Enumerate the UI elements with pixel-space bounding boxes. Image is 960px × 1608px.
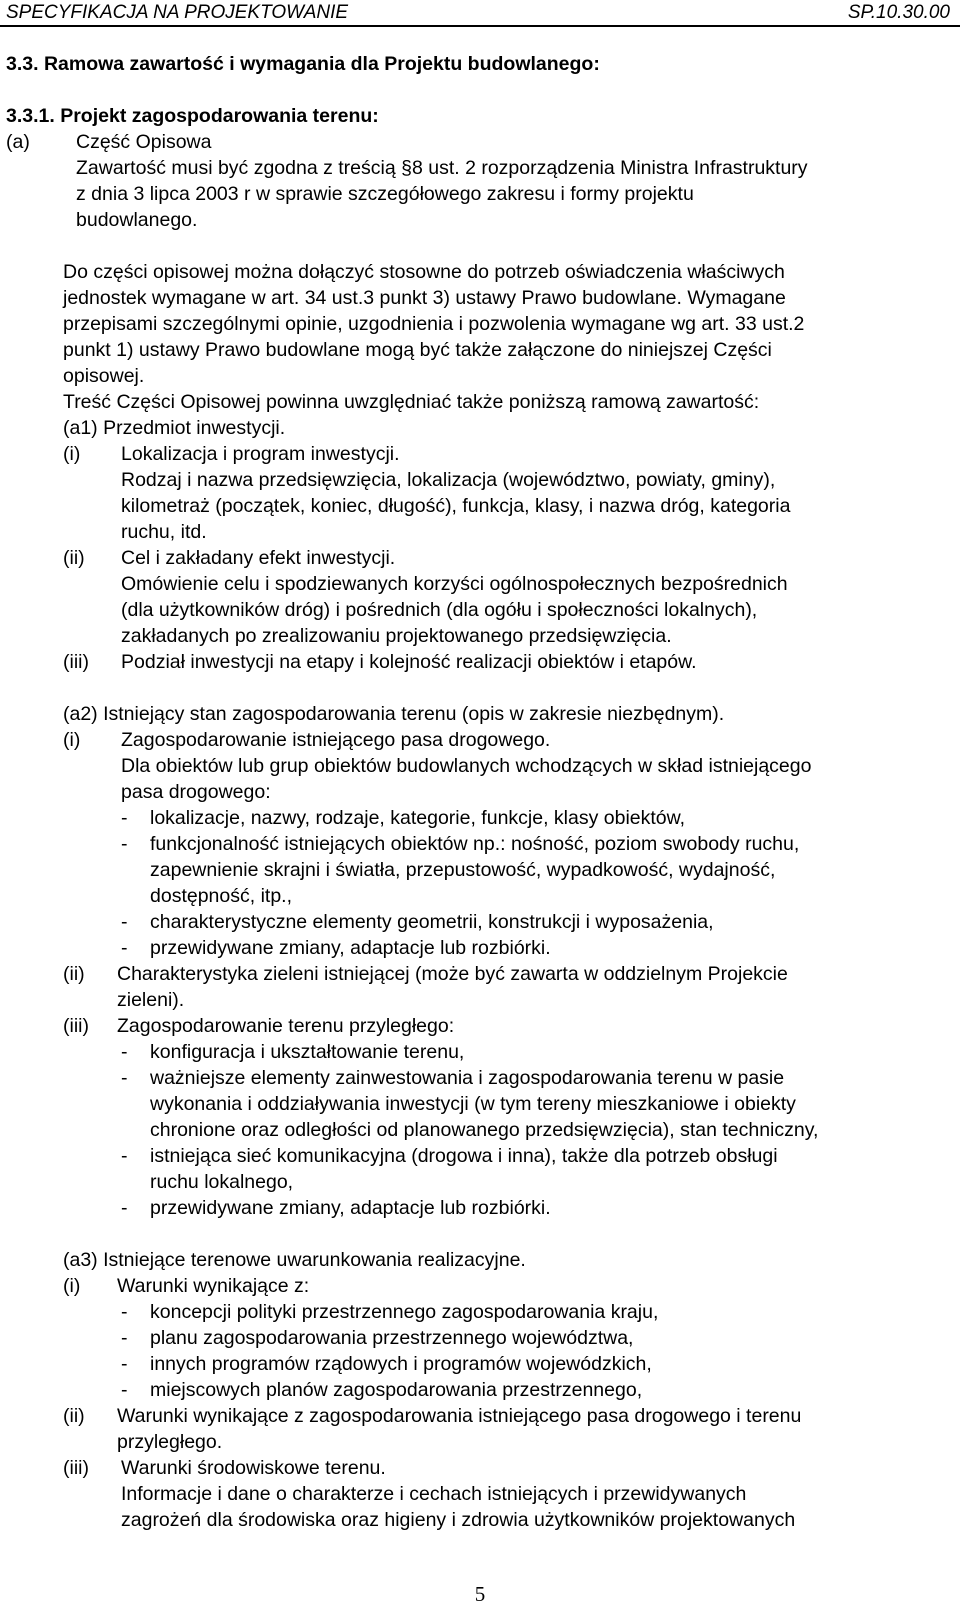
bullet-text: zapewnienie skrajni i światła, przepustowość, wypadkowość, wydajność, bbox=[150, 859, 776, 881]
bullet-dash: - bbox=[121, 1197, 128, 1219]
item-title: (a1) Przedmiot inwestycji. bbox=[63, 417, 286, 439]
header-code: SP.10.30.00 bbox=[847, 2, 950, 23]
bullet-dash: - bbox=[121, 1067, 128, 1089]
header-rule bbox=[0, 25, 960, 27]
item-marker: (iii) bbox=[63, 1457, 89, 1479]
text-line: Omówienie celu i spodziewanych korzyści ogólnospołecznych bezpośrednich bbox=[121, 573, 788, 595]
bullet-text: dostępność, itp., bbox=[150, 885, 293, 907]
text-line: Treść Części Opisowej powinna uwzględniać także poniższą ramową zawartość: bbox=[63, 391, 760, 413]
bullet-dash: - bbox=[121, 807, 128, 829]
bullet-text: charakterystyczne elementy geometrii, konstrukcji i wyposażenia, bbox=[150, 911, 714, 933]
bullet-dash: - bbox=[121, 1145, 128, 1167]
bullet-dash: - bbox=[121, 937, 128, 959]
item-title: (a3) Istniejące terenowe uwarunkowania realizacyjne. bbox=[63, 1249, 526, 1271]
text-line: opisowej. bbox=[63, 365, 145, 387]
text-line: Charakterystyka zieleni istniejącej (może być zawarta w oddzielnym Projekcie bbox=[117, 963, 788, 985]
text-line: kilometraż (początek, koniec, długość), funkcja, klasy, i nazwa dróg, kategoria bbox=[121, 495, 791, 517]
bullet-text: przewidywane zmiany, adaptacje lub rozbiórki. bbox=[150, 937, 551, 959]
text-line: (dla użytkowników dróg) i pośrednich (dla ogółu i społeczności lokalnych), bbox=[121, 599, 758, 621]
item-marker: (ii) bbox=[63, 963, 85, 985]
item-title: (a2) Istniejący stan zagospodarowania terenu (opis w zakresie niezbędnym). bbox=[63, 703, 725, 725]
part-marker: (a) bbox=[6, 131, 30, 153]
item-marker: (ii) bbox=[63, 547, 85, 569]
text-line: budowlanego. bbox=[76, 209, 198, 231]
bullet-dash: - bbox=[121, 1041, 128, 1063]
text-line: Rodzaj i nazwa przedsięwzięcia, lokalizacja (województwo, powiaty, gminy), bbox=[121, 469, 776, 491]
item-title: Warunki wynikające z: bbox=[117, 1275, 310, 1297]
section-heading: 3.3. Ramowa zawartość i wymagania dla Projektu budowlanego: bbox=[6, 53, 600, 75]
item-marker: (ii) bbox=[63, 1405, 85, 1427]
bullet-dash: - bbox=[121, 1301, 128, 1323]
bullet-dash: - bbox=[121, 833, 128, 855]
page-number: 5 bbox=[474, 1582, 486, 1606]
bullet-dash: - bbox=[121, 1379, 128, 1401]
item-marker: (i) bbox=[63, 729, 81, 751]
text-line: zieleni). bbox=[117, 989, 185, 1011]
bullet-dash: - bbox=[121, 1353, 128, 1375]
bullet-text: lokalizacje, nazwy, rodzaje, kategorie, funkcje, klasy obiektów, bbox=[150, 807, 686, 829]
item-title: Zagospodarowanie terenu przyległego: bbox=[117, 1015, 455, 1037]
item-marker: (i) bbox=[63, 1275, 81, 1297]
bullet-dash: - bbox=[121, 911, 128, 933]
bullet-text: innych programów rządowych i programów wojewódzkich, bbox=[150, 1353, 652, 1375]
item-marker: (iii) bbox=[63, 651, 89, 673]
bullet-dash: - bbox=[121, 1327, 128, 1349]
text-line: punkt 1) ustawy Prawo budowlane mogą być także załączone do niniejszej Części bbox=[63, 339, 772, 361]
bullet-text: ważniejsze elementy zainwestowania i zagospodarowania terenu w pasie bbox=[150, 1067, 785, 1089]
bullet-text: koncepcji polityki przestrzennego zagospodarowania kraju, bbox=[150, 1301, 659, 1323]
bullet-text: przewidywane zmiany, adaptacje lub rozbiórki. bbox=[150, 1197, 551, 1219]
header-title: SPECYFIKACJA NA PROJEKTOWANIE bbox=[6, 2, 349, 23]
item-marker: (i) bbox=[63, 443, 81, 465]
bullet-text: istniejąca sieć komunikacyjna (drogowa i inna), także dla potrzeb obsługi bbox=[150, 1145, 778, 1167]
text-line: Warunki wynikające z zagospodarowania istniejącego pasa drogowego i terenu bbox=[117, 1405, 802, 1427]
bullet-text: konfiguracja i ukształtowanie terenu, bbox=[150, 1041, 465, 1063]
item-title: Podział inwestycji na etapy i kolejność realizacji obiektów i etapów. bbox=[121, 651, 697, 673]
text-line: przepisami szczególnymi opinie, uzgodnienia i pozwolenia wymagane wg art. 33 ust.2 bbox=[63, 313, 805, 335]
text-line: Informacje i dane o charakterze i cechach istniejących i przewidywanych bbox=[121, 1483, 747, 1505]
text-line: Dla obiektów lub grup obiektów budowlanych wchodzących w skład istniejącego bbox=[121, 755, 812, 777]
text-line: Do części opisowej można dołączyć stosowne do potrzeb oświadczenia właściwych bbox=[63, 261, 785, 283]
text-line: z dnia 3 lipca 2003 r w sprawie szczegółowego zakresu i formy projektu bbox=[76, 183, 694, 205]
text-line: jednostek wymagane w art. 34 ust.3 punkt 3) ustawy Prawo budowlane. Wymagane bbox=[63, 287, 786, 309]
bullet-text: miejscowych planów zagospodarowania przestrzennego, bbox=[150, 1379, 643, 1401]
text-line: zagrożeń dla środowiska oraz higieny i zdrowia użytkowników projektowanych bbox=[121, 1509, 796, 1531]
item-title: Zagospodarowanie istniejącego pasa drogowego. bbox=[121, 729, 551, 751]
text-line: ruchu, itd. bbox=[121, 521, 207, 543]
bullet-text: ruchu lokalnego, bbox=[150, 1171, 294, 1193]
text-line: pasa drogowego: bbox=[121, 781, 271, 803]
bullet-text: funkcjonalność istniejących obiektów np.: nośność, poziom swobody ruchu, bbox=[150, 833, 800, 855]
text-line: zakładanych po zrealizowaniu projektowanego przedsięwzięcia. bbox=[121, 625, 672, 647]
subsection-heading: 3.3.1. Projekt zagospodarowania terenu: bbox=[6, 105, 379, 127]
text-line: przyległego. bbox=[117, 1431, 223, 1453]
part-title: Część Opisowa bbox=[76, 131, 212, 153]
item-title: Cel i zakładany efekt inwestycji. bbox=[121, 547, 396, 569]
item-title: Warunki środowiskowe terenu. bbox=[121, 1457, 386, 1479]
bullet-text: chronione oraz odległości od planowanego przedsięwzięcia), stan techniczny, bbox=[150, 1119, 819, 1141]
item-title: Lokalizacja i program inwestycji. bbox=[121, 443, 400, 465]
item-marker: (iii) bbox=[63, 1015, 89, 1037]
bullet-text: wykonania i oddziaływania inwestycji (w tym tereny mieszkaniowe i obiekty bbox=[150, 1093, 796, 1115]
text-line: Zawartość musi być zgodna z treścią §8 ust. 2 rozporządzenia Ministra Infrastruktury bbox=[76, 157, 808, 179]
bullet-text: planu zagospodarowania przestrzennego województwa, bbox=[150, 1327, 634, 1349]
